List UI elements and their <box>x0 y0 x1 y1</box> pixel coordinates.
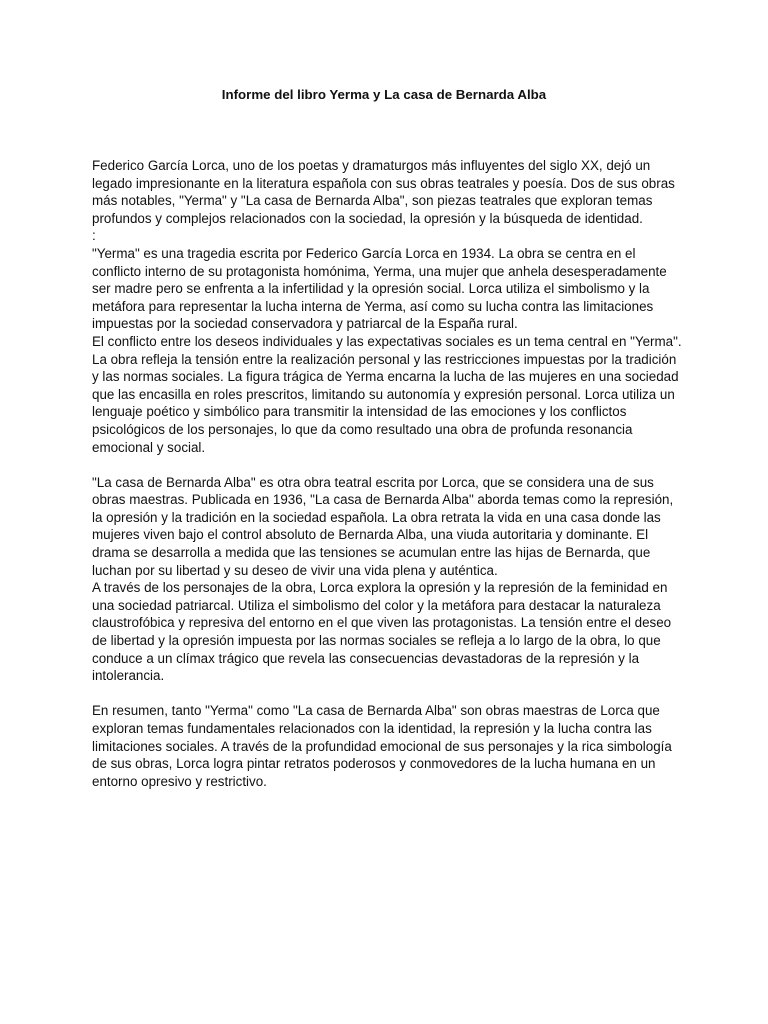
document-title: Informe del libro Yerma y La casa de Bernarda Alba <box>221 87 547 102</box>
document-body <box>92 157 682 790</box>
paragraph-spacer <box>92 685 682 703</box>
paragraph-intro: Federico García Lorca, uno de los poetas y dramaturgos más influyentes del siglo XX, dejó un legado impresionante en la literatura española con sus obras teatrales y poesía. Dos de sus obras más notables, "Yerma" y "La casa de Bernarda Alba", son piezas teatrales que exploran temas profundos y complejos relacionados con la sociedad, la opresión y la búsqueda de identidad. <box>92 158 675 226</box>
paragraph-bernarda-analysis: A través de los personajes de la obra, Lorca explora la opresión y la represión de la feminidad en una sociedad patriarcal. Utiliza el simbolismo del color y la metáfora para destacar la naturaleza claustrofóbica y represiva del entorno en el que viven las protagonistas. La tensión entre el deseo de libertad y la opresión impuesta por las normas sociales se refleja a lo largo de la obra, lo que conduce a un clímax trágico que revela las consecuencias devastadoras de la represión y la intolerancia. <box>92 580 672 684</box>
paragraph-separator: : <box>92 228 96 244</box>
paragraph-yerma-summary: "Yerma" es una tragedia escrita por Federico García Lorca en 1934. La obra se centra en el conflicto interno de su protagonista homónima, Yerma, una mujer que anhela desesperadamente ser madre pero se enfrenta a la infertilidad y la opresión social. Lorca utiliza el simbolismo y la metáfora para representar la lucha interna de Yerma, así como su lucha contra las limitaciones impuestas por la sociedad conservadora y patriarcal de la España rural. <box>92 245 667 332</box>
paragraph-spacer <box>92 456 682 474</box>
paragraph-conclusion: En resumen, tanto "Yerma" como "La casa de Bernarda Alba" son obras maestras de Lorca que exploran temas fundamentales relacionados con la identidad, la represión y la lucha contra las limitaciones sociales. A través de la profundidad emocional de sus personajes y la rica simbología de sus obras, Lorca logra pintar retratos poderosos y conmovedores de la lucha humana en un entorno opresivo y restrictivo. <box>92 703 672 789</box>
paragraph-yerma-conflict: El conflicto entre los deseos individuales y las expectativas sociales es un tema central en "Yerma". La obra refleja la tensión entre la realización personal y las restricciones impuestas por la tradición y las normas sociales. La figura trágica de Yerma encarna la lucha de las mujeres en una sociedad que las encasilla en roles prescritos, limitando su autonomía y expresión personal. Lorca utiliza un lenguaje poético y simbólico para transmitir la intensidad de las emociones y los conflictos psicológicos de los personajes, lo que da como resultado una obra de profunda resonancia emocional y social. <box>92 333 682 455</box>
paragraph-bernarda-summary: "La casa de Bernarda Alba" es otra obra teatral escrita por Lorca, que se considera una de sus obras maestras. Publicada en 1936, "La casa de Bernarda Alba" aborda temas como la represión, la opresión y la tradición en la sociedad española. La obra retrata la vida en una casa donde las mujeres viven bajo el control absoluto de Bernarda Alba, una viuda autoritaria y dominante. El drama se desarrolla a medida que las tensiones se acumulan entre las hijas de Bernarda, que luchan por su libertad y su deseo de vivir una vida plena y auténtica. <box>92 474 674 578</box>
